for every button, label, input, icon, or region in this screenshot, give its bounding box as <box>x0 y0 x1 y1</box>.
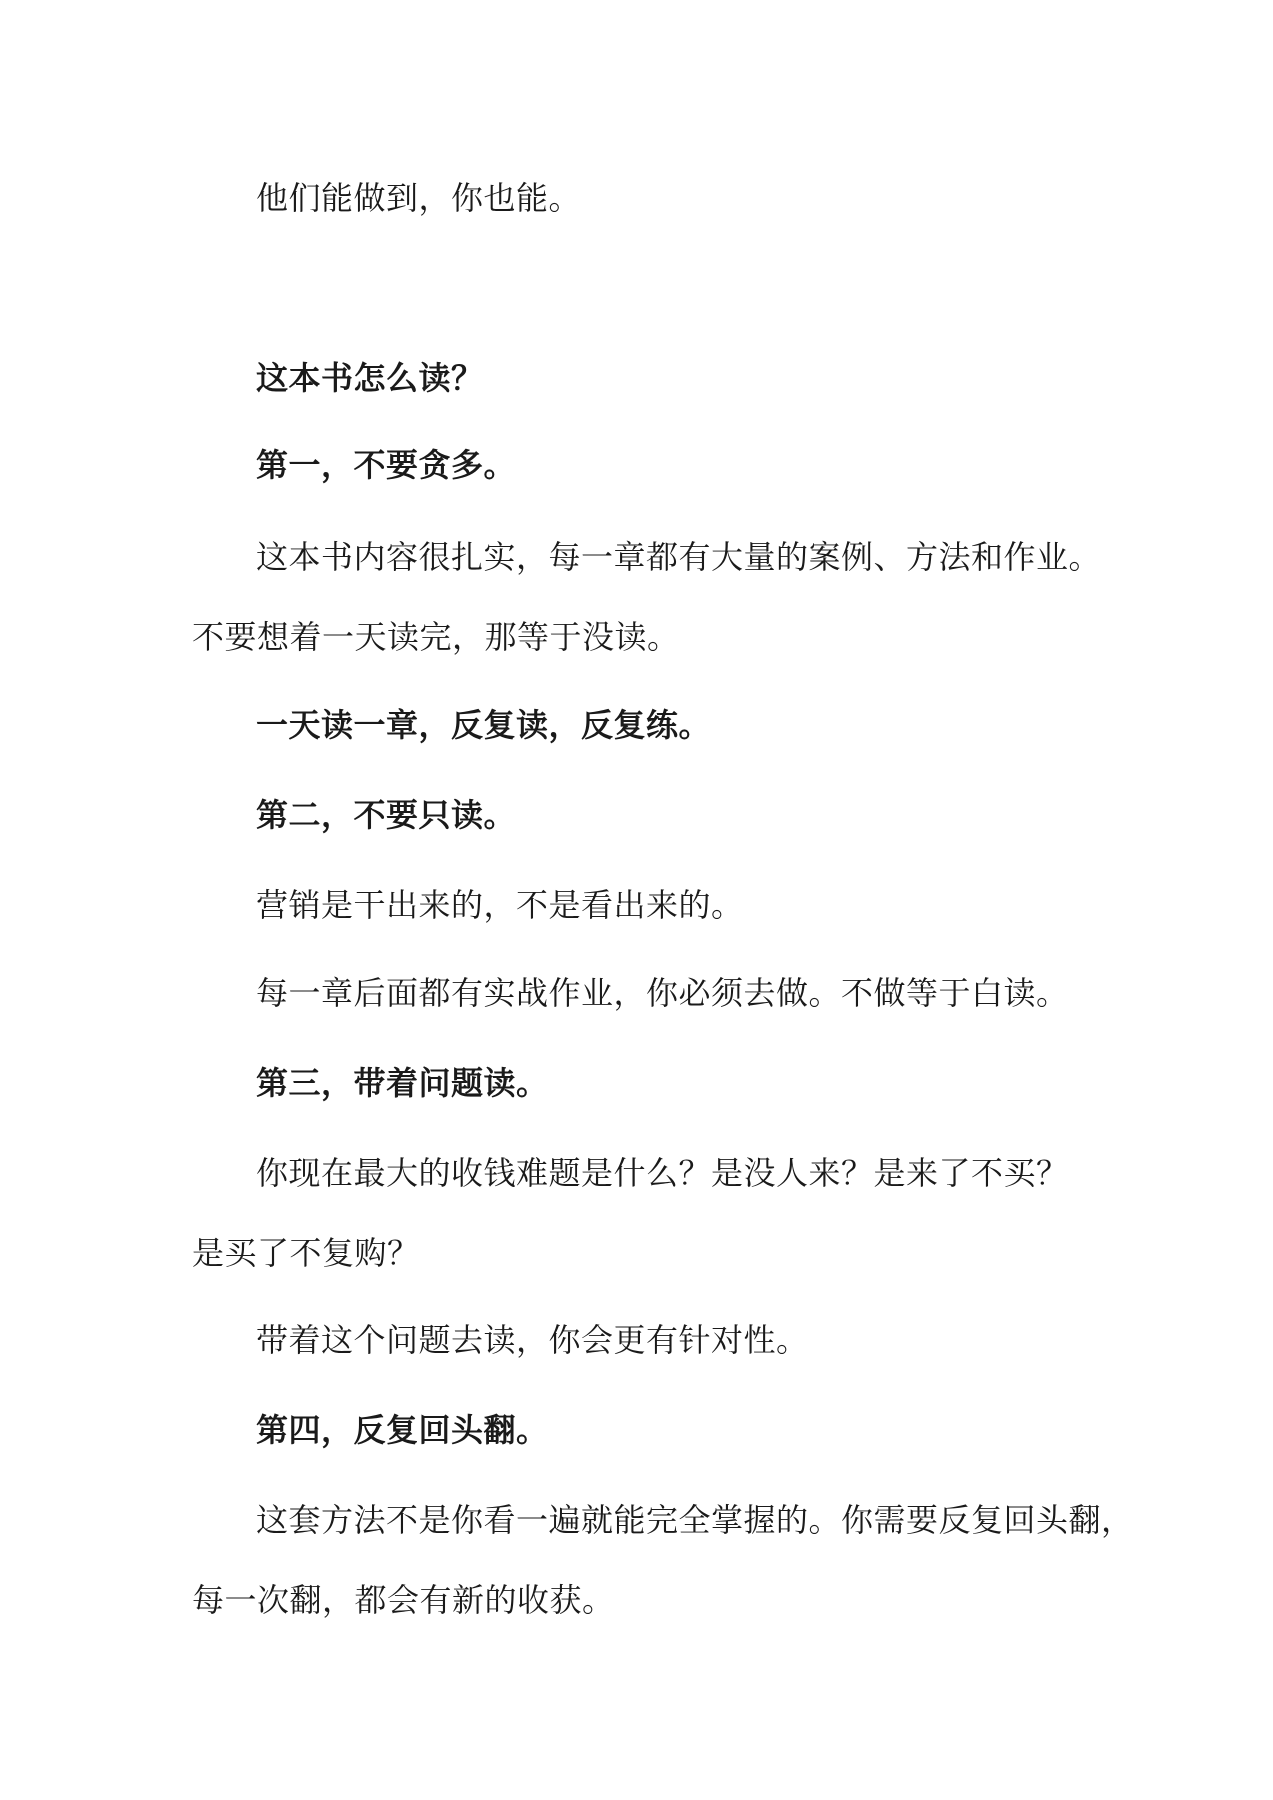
paragraph-line: 他们能做到，你也能。 <box>256 179 582 217</box>
section-heading: 这本书怎么读？ <box>256 359 484 397</box>
paragraph-line: 营销是干出来的，不是看出来的。 <box>256 886 744 924</box>
point-heading: 第三，带着问题读。 <box>256 1064 549 1102</box>
point-heading: 第二，不要只读。 <box>256 796 517 834</box>
emphasis-line: 一天读一章，反复读，反复练。 <box>256 706 712 744</box>
point-heading: 第一，不要贪多。 <box>256 446 517 484</box>
paragraph-line: 不要想着一天读完，那等于没读。 <box>192 618 680 656</box>
point-heading: 第四，反复回头翻。 <box>256 1411 549 1449</box>
paragraph-line: 你现在最大的收钱难题是什么？是没人来？是来了不买？ <box>256 1154 1069 1192</box>
paragraph-line: 每一次翻，都会有新的收获。 <box>192 1581 615 1619</box>
paragraph-line: 这套方法不是你看一遍就能完全掌握的。你需要反复回头翻， <box>256 1501 1134 1539</box>
paragraph-line: 是买了不复购？ <box>192 1234 420 1272</box>
paragraph-line: 带着这个问题去读，你会更有针对性。 <box>256 1321 809 1359</box>
paragraph-line: 这本书内容很扎实，每一章都有大量的案例、方法和作业。 <box>256 538 1102 576</box>
paragraph-line: 每一章后面都有实战作业，你必须去做。不做等于白读。 <box>256 974 1069 1012</box>
